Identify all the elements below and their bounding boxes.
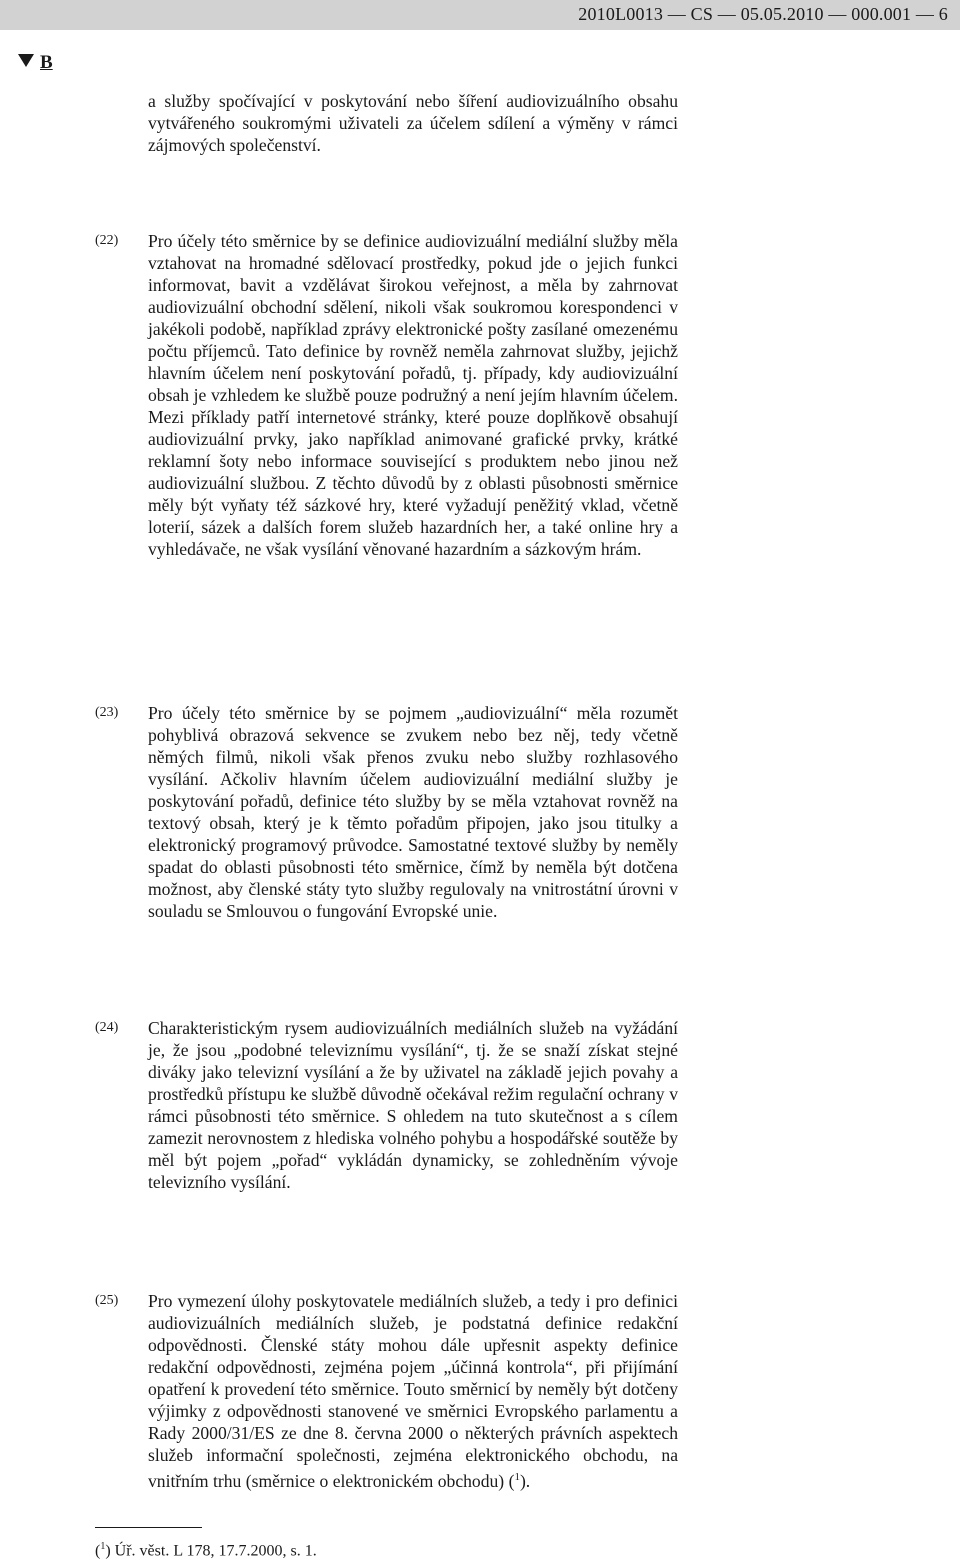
amendment-marker-label: B (40, 52, 53, 73)
recital-text: Pro vymezení úlohy poskytovatele mediálních služeb, a tedy i pro definici audiovizuálních mediálních služeb, je podstatná definice redakční odpovědnosti. Členské státy mohou dále upřesnit aspekty definice redakční odpovědnosti, zejména pojem „účinná kontrola“, při přijímání opatření k provedení této směrnice. Touto směrnicí by neměly být dotčeny výjimky z odpovědnosti stanovené ve směrnici Evropského parlamentu a Rady 2000/31/ES ze dne 8. června 2000 o některých právních aspektech služeb informační společnosti, zejména elektronického obchodu, na vnitřním trhu (směrnice o elektronickém obchodu) ( (148, 1291, 678, 1491)
recital-number: (23) (95, 705, 119, 720)
recital-number: (24) (95, 1020, 119, 1035)
document-reference: 2010L0013 — CS — 05.05.2010 — 000.001 — 6 (578, 4, 948, 24)
recital-text: Pro účely této směrnice by se pojmem „audiovizuální“ měla rozumět pohyblivá obrazová sekvence se zvukem nebo bez něj, tedy včetně němých filmů, nikoli však přenos zvuku nebo služby rozhlasového vysílání. Ačkoliv hlavním účelem audiovizuální mediální služby je poskytování pořadů, definice této služby by se měla vztahovat rovněž na textový obsah, který je k těmto pořadům připojen, jako jsou titulky a elektronický programový průvodce. Samostatné textové služby by neměly spadat do oblasti působnosti této směrnice, čímž by neměla být dotčena možnost, aby členské státy tyto služby regulovaly na vnitrostátní úrovni v souladu se Smlouvou o fungování Evropské unie. (148, 703, 678, 921)
recital-number: (25) (95, 1293, 119, 1308)
amendment-marker (18, 52, 53, 74)
footnote (95, 1537, 317, 1561)
recital-text: Charakteristickým rysem audiovizuálních mediálních služeb na vyžádání je, že jsou „podobné televiznímu vysílání“, tj. že se snaží získat stejné diváky jako televizní vysílání a že by uživatel na základě jejich povahy a prostředků přístupu ke službě důvodně očekával režim regulační ochrany v rámci působnosti této směrnice. S ohledem na tuto skutečnost a s cílem zamezit nerovnostem z hlediska volného pohybu a hospodářské soutěže by měl být pojem „pořad“ vykládán dynamicky, se zohledněním vývoje televizního vysílání. (148, 1018, 678, 1192)
recital-text: Pro účely této směrnice by se definice audiovizuální mediální služby měla vztahovat na hromadné sdělovací prostředky, pokud jde o jejich funkci informovat, bavit a vzdělávat širokou veřejnost, a měla by zahrnovat audiovizuální obchodní sdělení, nikoli však soukromou korespondenci v jakékoli podobě, například zprávy elektronické pošty zasílané omezenému počtu příjemců. Tato definice by rovněž neměla zahrnovat služby, jejichž hlavním účelem není poskytování pořadů, tj. případy, kdy audiovizuální obsah je vzhledem ke službě pouze podružný a není jejím hlavním účelem. Mezi příklady patří internetové stránky, které pouze doplňkově obsahují audiovizuální prvky, jako například animované grafické prvky, krátké reklamní šoty nebo informace související s produktem nebo jinou než audiovizuální službou. Z těchto důvodů by z oblasti působnosti směrnice měly být vyňaty též sázkové hry, které vyžadují peněžitý vklad, včetně loterií, sázek a dalších forem služeb hazardních her, a také online hry a vyhledávače, ne však vysílání věnované hazardním a sázkovým hrám. (148, 231, 678, 559)
triangle-down-icon (18, 54, 34, 67)
footnote-open: ( (95, 1542, 101, 1560)
footnote-divider (95, 1527, 202, 1528)
footnote-reference[interactable]: 1 (514, 1471, 520, 1483)
recital-text-tail: ). (519, 1470, 531, 1491)
document-header (0, 0, 960, 30)
footnote-close: ) (105, 1542, 111, 1560)
recital-number: (22) (95, 233, 119, 248)
intro-text: a služby spočívající v poskytování nebo šíření audiovizuálního obsahu vytvářeného soukromými uživateli za účelem sdílení a výměny v rámci zájmových společenství. (148, 91, 678, 155)
footnote-text: Úř. věst. L 178, 17.7.2000, s. 1. (114, 1542, 317, 1560)
recital-text-container (148, 1290, 678, 1492)
footnote-mark: 1 (100, 1541, 106, 1552)
